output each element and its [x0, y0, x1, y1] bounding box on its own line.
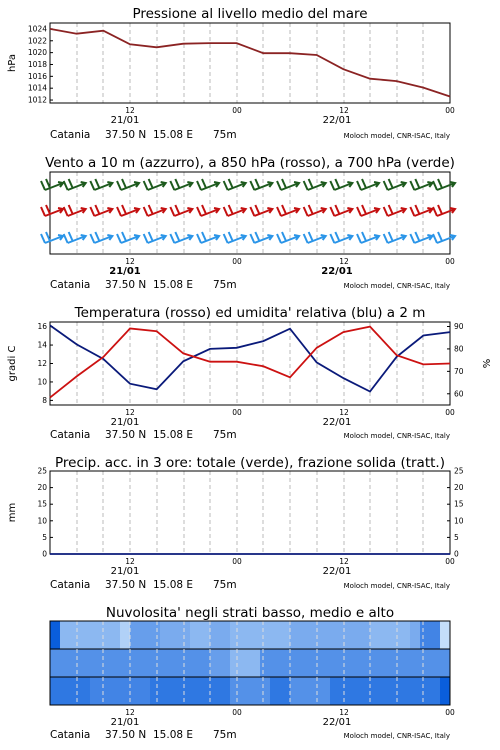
model-credit: Moloch model, CNR-ISAC, Italy	[343, 132, 450, 140]
x-tick-label: 12	[339, 408, 349, 417]
panel-title: Nuvolosita' negli strati basso, medio e alto	[105, 605, 395, 621]
y-tick-label: 14	[37, 340, 47, 350]
cloud-cell	[100, 621, 110, 649]
cloud-cell	[350, 621, 360, 649]
location-lat: 37.50 N	[105, 579, 147, 591]
cloud-cell	[440, 621, 450, 649]
cloud-cell	[360, 621, 370, 649]
cloud-cell	[310, 649, 320, 677]
wind-700-barb	[410, 179, 432, 190]
wind-850-barb	[277, 205, 299, 216]
wind-10m-barb	[41, 232, 63, 243]
cloud-cell	[190, 649, 200, 677]
y-tick-label: 80	[454, 344, 464, 354]
cloud-cell	[90, 621, 100, 649]
x-tick-label: 12	[125, 708, 135, 717]
cloud-cell	[390, 621, 400, 649]
cloud-cell	[380, 621, 390, 649]
cloud-cell	[320, 677, 330, 705]
y-tick-label: 1022	[27, 36, 47, 46]
model-credit: Moloch model, CNR-ISAC, Italy	[343, 582, 450, 590]
cloud-cell	[180, 649, 190, 677]
location-name: Catania	[50, 429, 91, 441]
y-tick-label: 5	[454, 532, 459, 542]
wind-10m-barb	[433, 232, 455, 243]
y-tick-label: 8	[42, 395, 47, 405]
x-tick-label: 12	[125, 257, 135, 266]
location-name: Catania	[50, 579, 91, 591]
date-label: 22/01	[322, 417, 352, 428]
model-credit: Moloch model, CNR-ISAC, Italy	[343, 732, 450, 740]
model-credit: Moloch model, CNR-ISAC, Italy	[343, 432, 450, 440]
wind-700-barb	[277, 179, 299, 190]
cloud-cell	[130, 621, 140, 649]
cloud-cell	[420, 621, 430, 649]
cloud-cell	[270, 649, 280, 677]
cloud-cell	[420, 677, 430, 705]
cloud-cell	[340, 649, 350, 677]
wind-10m-barb	[330, 232, 352, 243]
cloud-cell	[350, 649, 360, 677]
cloud-panel	[50, 605, 455, 741]
wind-850-barb	[410, 205, 432, 216]
cloud-cell	[60, 677, 70, 705]
temperature-line	[50, 327, 450, 398]
wind-850-barb	[170, 205, 192, 216]
y-axis-label: gradi C	[7, 345, 18, 382]
cloud-cell	[280, 649, 290, 677]
cloud-cell	[90, 649, 100, 677]
cloud-cell	[70, 621, 80, 649]
x-tick-label: 12	[125, 408, 135, 417]
x-tick-label: 00	[445, 557, 455, 566]
x-tick-label: 00	[445, 106, 455, 115]
location-lon: 15.08 E	[153, 729, 194, 741]
y-axis-label: mm	[7, 502, 18, 523]
cloud-cell	[60, 621, 70, 649]
cloud-cell	[110, 677, 120, 705]
cloud-cell	[290, 649, 300, 677]
wind-10m-barb	[277, 232, 299, 243]
cloud-cell	[70, 649, 80, 677]
date-label: 21/01	[110, 417, 140, 428]
cloud-cell	[270, 621, 280, 649]
x-tick-label: 12	[125, 106, 135, 115]
x-tick-label: 00	[232, 408, 242, 417]
cloud-cell	[320, 649, 330, 677]
cloud-cell	[380, 677, 390, 705]
y-tick-label: 15	[37, 499, 47, 509]
wind-850-barb	[224, 205, 246, 216]
wind-700-barb	[250, 179, 272, 190]
x-tick-label: 12	[339, 557, 349, 566]
cloud-cell	[360, 649, 370, 677]
cloud-cell	[300, 649, 310, 677]
location-name: Catania	[50, 279, 91, 291]
cloud-cell	[140, 677, 150, 705]
cloud-cell	[60, 649, 70, 677]
cloud-cell	[240, 621, 250, 649]
cloud-cell	[80, 649, 90, 677]
location-lon: 15.08 E	[153, 279, 194, 291]
y-tick-label: 1012	[27, 95, 47, 105]
cloud-cell	[50, 677, 60, 705]
y-tick-label: 1016	[27, 71, 47, 81]
x-tick-label: 12	[339, 106, 349, 115]
wind-panel	[41, 155, 455, 291]
cloud-cell	[240, 677, 250, 705]
cloud-cell	[160, 677, 170, 705]
date-label: 22/01	[322, 566, 352, 577]
wind-700-barb	[304, 179, 326, 190]
wind-10m-barb	[357, 232, 379, 243]
cloud-cell	[390, 677, 400, 705]
cloud-cell	[210, 621, 220, 649]
cloud-cell	[330, 621, 340, 649]
cloud-cell	[260, 621, 270, 649]
cloud-cell	[270, 677, 280, 705]
cloud-cell	[390, 649, 400, 677]
wind-700-barb	[64, 179, 86, 190]
cloud-cell	[170, 677, 180, 705]
y-tick-label: 20	[37, 483, 47, 493]
x-tick-label: 00	[232, 557, 242, 566]
cloud-cell	[310, 621, 320, 649]
wind-850-barb	[64, 205, 86, 216]
cloud-cell	[120, 649, 130, 677]
temperature-panel	[7, 305, 493, 441]
y-tick-label: 25	[37, 466, 47, 476]
cloud-cell	[440, 677, 450, 705]
cloud-cell	[210, 649, 220, 677]
wind-10m-barb	[64, 232, 86, 243]
wind-10m-barb	[197, 232, 219, 243]
cloud-cell	[170, 649, 180, 677]
wind-850-barb	[330, 205, 352, 216]
location-lat: 37.50 N	[105, 729, 147, 741]
y2-axis-label: %	[482, 358, 493, 369]
location-alt: 75m	[213, 279, 237, 291]
location-lon: 15.08 E	[153, 129, 194, 141]
y-tick-label: 10	[37, 516, 47, 526]
cloud-cell	[80, 621, 90, 649]
cloud-cell	[190, 621, 200, 649]
cloud-cell	[430, 677, 440, 705]
wind-10m-barb	[304, 232, 326, 243]
wind-850-barb	[433, 205, 455, 216]
cloud-cell	[280, 677, 290, 705]
cloud-cell	[130, 649, 140, 677]
cloud-cell	[330, 649, 340, 677]
y-tick-label: 5	[42, 532, 47, 542]
cloud-cell	[400, 649, 410, 677]
cloud-cell	[410, 649, 420, 677]
cloud-cell	[130, 677, 140, 705]
cloud-cell	[230, 649, 240, 677]
x-tick-label: 00	[445, 408, 455, 417]
cloud-cell	[200, 649, 210, 677]
location-lon: 15.08 E	[153, 429, 194, 441]
x-tick-label: 12	[339, 708, 349, 717]
cloud-cell	[180, 677, 190, 705]
wind-10m-barb	[250, 232, 272, 243]
wind-700-barb	[117, 179, 139, 190]
humidity-line	[50, 325, 450, 391]
cloud-cell	[360, 677, 370, 705]
location-alt: 75m	[213, 579, 237, 591]
location-alt: 75m	[213, 429, 237, 441]
cloud-cell	[120, 677, 130, 705]
x-tick-label: 12	[125, 557, 135, 566]
cloud-cell	[50, 649, 60, 677]
cloud-cell	[290, 621, 300, 649]
location-alt: 75m	[213, 129, 237, 141]
x-tick-label: 00	[232, 257, 242, 266]
cloud-cell	[190, 677, 200, 705]
wind-700-barb	[384, 179, 406, 190]
y-tick-label: 25	[454, 466, 464, 476]
cloud-cell	[160, 649, 170, 677]
cloud-cell	[280, 621, 290, 649]
y-tick-label: 0	[454, 549, 459, 559]
date-label: 22/01	[321, 266, 353, 277]
cloud-cell	[310, 677, 320, 705]
y-tick-label: 1020	[27, 48, 47, 58]
cloud-cell	[140, 649, 150, 677]
date-label: 22/01	[322, 115, 352, 126]
location-alt: 75m	[213, 729, 237, 741]
wind-700-barb	[197, 179, 219, 190]
cloud-cell	[200, 677, 210, 705]
panel-title: Temperatura (rosso) ed umidita' relativa (blu) a 2 m	[74, 305, 426, 321]
cloud-cell	[170, 621, 180, 649]
wind-10m-barb	[410, 232, 432, 243]
x-tick-label: 00	[445, 708, 455, 717]
date-label: 22/01	[322, 717, 352, 728]
cloud-cell	[90, 677, 100, 705]
y-tick-label: 16	[37, 322, 47, 332]
wind-700-barb	[144, 179, 166, 190]
y-tick-label: 1018	[27, 59, 47, 69]
wind-700-barb	[41, 179, 63, 190]
cloud-cell	[150, 677, 160, 705]
wind-850-barb	[357, 205, 379, 216]
cloud-cell	[290, 677, 300, 705]
cloud-cell	[220, 649, 230, 677]
cloud-cell	[200, 621, 210, 649]
wind-10m-barb	[144, 232, 166, 243]
wind-700-barb	[330, 179, 352, 190]
cloud-cell	[250, 677, 260, 705]
cloud-cell	[320, 621, 330, 649]
cloud-cell	[230, 621, 240, 649]
cloud-cell	[110, 649, 120, 677]
precipitation-panel	[7, 455, 464, 591]
cloud-cell	[240, 649, 250, 677]
cloud-cell	[440, 649, 450, 677]
cloud-cell	[420, 649, 430, 677]
cloud-cell	[300, 677, 310, 705]
cloud-cell	[120, 621, 130, 649]
cloud-cell	[210, 677, 220, 705]
y-tick-label: 20	[454, 483, 464, 493]
cloud-cell	[410, 677, 420, 705]
date-label: 21/01	[110, 566, 140, 577]
cloud-cell	[110, 621, 120, 649]
wind-700-barb	[224, 179, 246, 190]
cloud-cell	[340, 677, 350, 705]
wind-10m-barb	[90, 232, 112, 243]
cloud-cell	[260, 677, 270, 705]
cloud-cell	[220, 677, 230, 705]
cloud-cell	[50, 621, 60, 649]
x-tick-label: 12	[339, 257, 349, 266]
cloud-cell	[150, 649, 160, 677]
cloud-cell	[340, 621, 350, 649]
plot-frame	[50, 471, 450, 554]
cloud-cell	[100, 677, 110, 705]
cloud-cell	[400, 677, 410, 705]
location-lat: 37.50 N	[105, 129, 147, 141]
cloud-cell	[150, 621, 160, 649]
wind-850-barb	[117, 205, 139, 216]
wind-700-barb	[170, 179, 192, 190]
cloud-cell	[370, 621, 380, 649]
location-lat: 37.50 N	[105, 279, 147, 291]
wind-850-barb	[304, 205, 326, 216]
cloud-cell	[250, 621, 260, 649]
cloud-cell	[370, 649, 380, 677]
cloud-cell	[260, 649, 270, 677]
date-label: 21/01	[110, 717, 140, 728]
wind-10m-barb	[384, 232, 406, 243]
y-tick-label: 10	[454, 516, 464, 526]
cloud-cell	[400, 621, 410, 649]
wind-10m-barb	[170, 232, 192, 243]
wind-700-barb	[90, 179, 112, 190]
cloud-cell	[250, 649, 260, 677]
cloud-cell	[380, 649, 390, 677]
wind-850-barb	[41, 205, 63, 216]
y-tick-label: 10	[37, 377, 47, 387]
y-tick-label: 1014	[27, 83, 47, 93]
y-tick-label: 60	[454, 389, 464, 399]
y-tick-label: 12	[37, 359, 47, 368]
y-axis-label: hPa	[7, 53, 18, 73]
y-tick-label: 0	[42, 549, 47, 559]
wind-10m-barb	[117, 232, 139, 243]
wind-700-barb	[357, 179, 379, 190]
location-name: Catania	[50, 129, 91, 141]
cloud-cell	[330, 677, 340, 705]
pressure-panel	[7, 6, 455, 141]
wind-10m-barb	[224, 232, 246, 243]
date-label: 21/01	[109, 266, 141, 277]
cloud-cell	[70, 677, 80, 705]
cloud-cell	[140, 621, 150, 649]
panel-title: Precip. acc. in 3 ore: totale (verde), frazione solida (tratt.)	[55, 455, 445, 471]
wind-850-barb	[384, 205, 406, 216]
wind-850-barb	[90, 205, 112, 216]
cloud-cell	[180, 621, 190, 649]
cloud-cell	[100, 649, 110, 677]
wind-850-barb	[250, 205, 272, 216]
model-credit: Moloch model, CNR-ISAC, Italy	[343, 282, 450, 290]
cloud-cell	[350, 677, 360, 705]
location-name: Catania	[50, 729, 91, 741]
cloud-cell	[220, 621, 230, 649]
y-tick-label: 1024	[27, 24, 47, 34]
date-label: 21/01	[110, 115, 140, 126]
y-tick-label: 90	[454, 321, 464, 331]
cloud-cell	[430, 649, 440, 677]
panel-title: Pressione al livello medio del mare	[132, 6, 368, 22]
wind-700-barb	[433, 179, 455, 190]
y-tick-label: 15	[454, 499, 464, 509]
wind-850-barb	[197, 205, 219, 216]
x-tick-label: 00	[232, 708, 242, 717]
location-lon: 15.08 E	[153, 579, 194, 591]
cloud-cell	[430, 621, 440, 649]
y-tick-label: 70	[454, 366, 464, 376]
cloud-cell	[370, 677, 380, 705]
wind-850-barb	[144, 205, 166, 216]
x-tick-label: 00	[232, 106, 242, 115]
panel-title: Vento a 10 m (azzurro), a 850 hPa (rosso), a 700 hPa (verde)	[45, 155, 455, 171]
cloud-cell	[230, 677, 240, 705]
cloud-cell	[410, 621, 420, 649]
cloud-cell	[300, 621, 310, 649]
pressure-line	[50, 29, 450, 97]
cloud-cell	[80, 677, 90, 705]
x-tick-label: 00	[445, 257, 455, 266]
cloud-cell	[160, 621, 170, 649]
location-lat: 37.50 N	[105, 429, 147, 441]
